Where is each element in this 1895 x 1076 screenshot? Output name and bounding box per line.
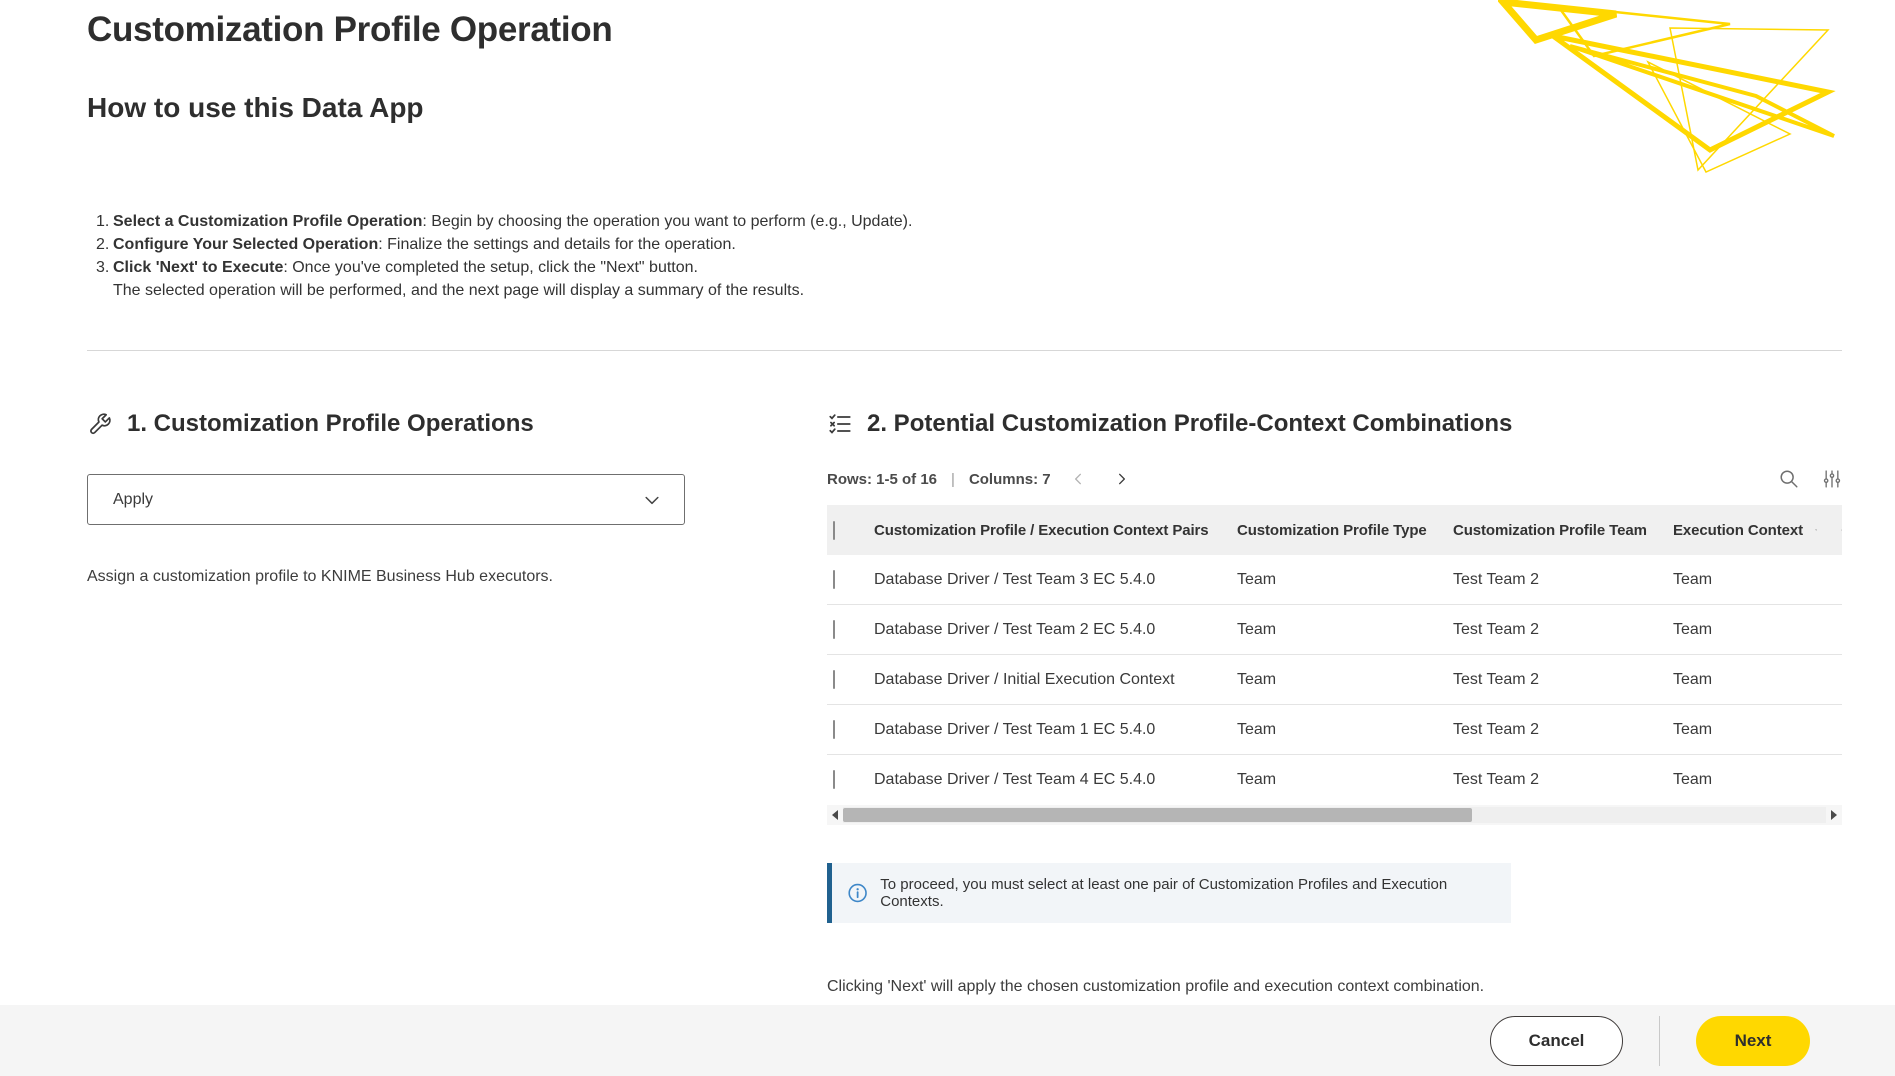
info-message-text: To proceed, you must select at least one pair of Customization Profiles and Execution Contexts. [880, 876, 1448, 910]
horizontal-scrollbar[interactable] [827, 805, 1842, 825]
section2-heading: 2. Potential Customization Profile-Context Combinations [867, 410, 1513, 437]
cell-profile-type: Team [1237, 720, 1277, 738]
bottom-action-bar [0, 1005, 1895, 1076]
scroll-left-arrow-icon [832, 810, 838, 820]
next-button[interactable]: Next [1696, 1016, 1810, 1066]
instruction-text: Click 'Next' to Execute: Once you've completed the setup, click the "Next" button. [113, 259, 698, 276]
section-combinations [827, 410, 1842, 996]
columns-count-label: Columns: 7 [968, 470, 1051, 488]
column-header-profile-team[interactable]: Customization Profile Team [1453, 521, 1647, 539]
scrollbar-track[interactable] [843, 807, 1826, 823]
table-search-button[interactable] [1778, 468, 1800, 490]
chevron-down-icon [642, 490, 662, 510]
instruction-number: 1. [96, 213, 110, 230]
operation-helper-text: Assign a customization profile to KNIME Business Hub executors. [87, 568, 553, 585]
scroll-right-arrow-icon [1831, 810, 1837, 820]
next-action-note: Clicking 'Next' will apply the chosen customization profile and execution context combination. [827, 978, 1485, 995]
table-row[interactable] [827, 705, 1842, 755]
cell-profile-type: Team [1237, 620, 1277, 638]
table-header-row [827, 505, 1842, 555]
cell-profile-type: Team [1237, 670, 1277, 688]
cell-pair: Database Driver / Initial Execution Context [874, 670, 1175, 688]
instruction-item [96, 233, 912, 256]
column-header-pairs[interactable]: Customization Profile / Execution Context Pairs [874, 521, 1209, 539]
search-icon [1778, 468, 1800, 490]
toolbar-separator: | [951, 470, 955, 488]
table-row[interactable] [827, 655, 1842, 705]
filter-funnel-icon[interactable] [1815, 520, 1817, 540]
sliders-icon [1822, 469, 1842, 489]
info-message-box [827, 863, 1511, 923]
chevron-left-icon [1071, 471, 1087, 487]
cell-profile-team: Test Team 2 [1453, 771, 1539, 788]
cell-execution-context: Team [1673, 771, 1713, 788]
cancel-button[interactable]: Cancel [1490, 1016, 1623, 1066]
select-all-checkbox[interactable] [833, 521, 835, 540]
cell-profile-type: Team [1237, 570, 1277, 588]
table-row[interactable] [827, 555, 1842, 605]
table-row[interactable] [827, 605, 1842, 655]
rows-count-label: Rows: 1-5 of 16 [827, 470, 938, 488]
scrollbar-thumb[interactable] [843, 808, 1472, 822]
section-profile-operations [87, 410, 685, 586]
column-header-profile-type[interactable]: Customization Profile Type [1237, 521, 1427, 539]
instruction-text: Configure Your Selected Operation: Finalize the settings and details for the operation. [113, 236, 736, 253]
page-title: Customization Profile Operation [87, 10, 613, 49]
row-checkbox[interactable] [833, 720, 835, 739]
instruction-item [96, 210, 912, 233]
cell-profile-team: Test Team 2 [1453, 720, 1539, 738]
instructions-list [96, 210, 912, 302]
cell-pair: Database Driver / Test Team 1 EC 5.4.0 [874, 720, 1156, 738]
cell-pair: Database Driver / Test Team 4 EC 5.4.0 [874, 771, 1156, 788]
cell-profile-team: Test Team 2 [1453, 670, 1539, 688]
row-checkbox[interactable] [833, 570, 835, 589]
cell-execution-context: Team [1673, 720, 1713, 738]
scroll-left-arrow[interactable] [827, 805, 843, 825]
table-toolbar [827, 464, 1842, 494]
column-header-execution-context[interactable]: Execution Context [1673, 521, 1803, 539]
instruction-number: 2. [96, 236, 110, 253]
info-icon [847, 882, 868, 904]
cell-profile-team: Test Team 2 [1453, 620, 1539, 638]
prev-page-button[interactable] [1065, 471, 1093, 487]
instruction-item [96, 256, 912, 279]
instruction-number: 3. [96, 259, 110, 276]
row-checkbox[interactable] [833, 770, 835, 789]
cell-pair: Database Driver / Test Team 3 EC 5.4.0 [874, 570, 1156, 588]
section1-heading: 1. Customization Profile Operations [127, 410, 534, 437]
operation-select-value: Apply [113, 490, 154, 508]
cell-execution-context: Team [1673, 620, 1713, 638]
row-checkbox[interactable] [833, 670, 835, 689]
instruction-text: Select a Customization Profile Operation: Begin by choosing the operation you want to perform (e.g., Update). [113, 213, 913, 230]
cell-profile-team: Test Team 2 [1453, 570, 1539, 588]
wrench-icon [87, 411, 113, 437]
row-checkbox[interactable] [833, 620, 835, 639]
cell-profile-type: Team [1237, 771, 1277, 788]
table-settings-button[interactable] [1822, 469, 1842, 489]
operation-select[interactable] [87, 474, 685, 525]
cell-pair: Database Driver / Test Team 2 EC 5.4.0 [874, 620, 1156, 638]
page-subtitle: How to use this Data App [87, 92, 424, 123]
section-divider [87, 350, 1842, 351]
button-divider [1659, 1016, 1660, 1066]
column-menu-icon[interactable] [1841, 520, 1842, 540]
knime-triangles-decoration [1498, 0, 1895, 200]
cell-execution-context: Team [1673, 670, 1713, 688]
checklist-icon [827, 411, 853, 437]
table-body [827, 555, 1842, 805]
combinations-table [827, 505, 1842, 805]
scroll-right-arrow[interactable] [1826, 805, 1842, 825]
cell-execution-context: Team [1673, 570, 1713, 588]
instruction-continuation: The selected operation will be performed, and the next page will display a summary of the results. [113, 282, 805, 299]
chevron-right-icon [1113, 471, 1129, 487]
next-page-button[interactable] [1107, 471, 1135, 487]
table-row[interactable] [827, 755, 1842, 805]
